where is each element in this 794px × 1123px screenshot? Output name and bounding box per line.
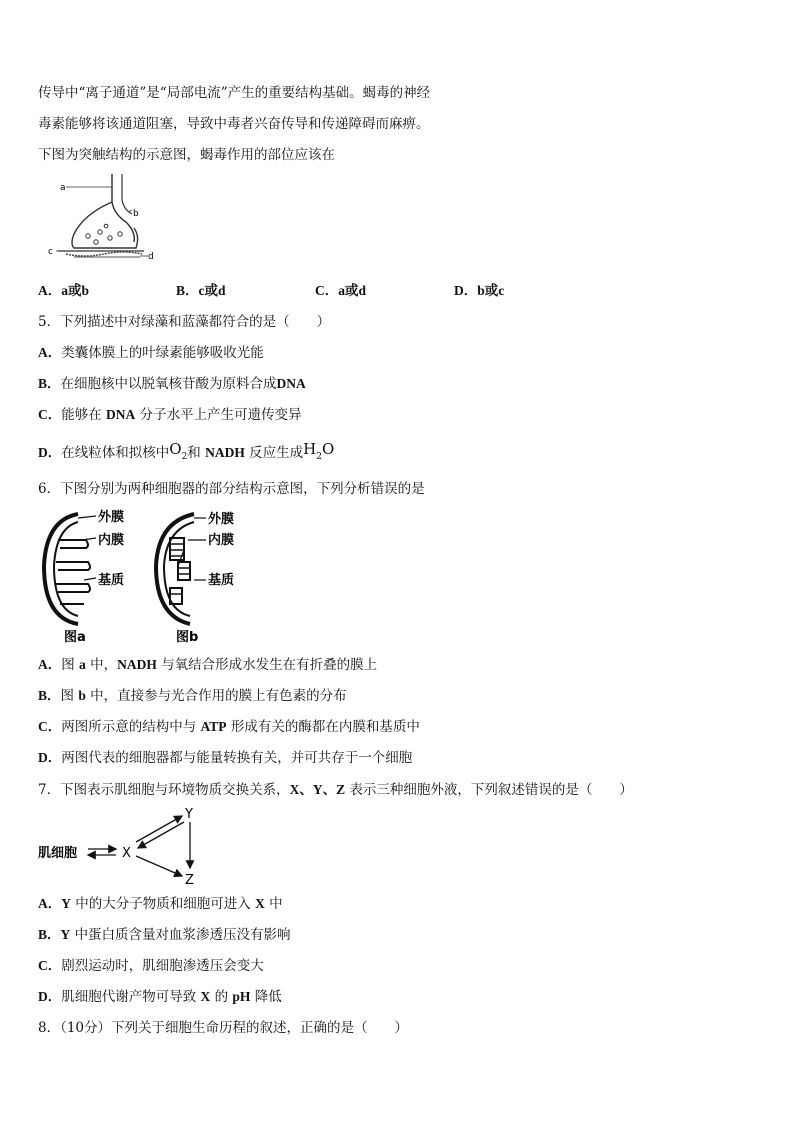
node-y: Y	[185, 807, 193, 822]
fig-a-caption: 图a	[64, 630, 86, 645]
q5-option-c[interactable]: C．能够在 DNA 分子水平上产生可遗传变异	[38, 407, 302, 423]
q4-text-line-3: 下图为突触结构的示意图，蝎毒作用的部位应该在	[38, 147, 335, 163]
body-fluid-diagram	[38, 806, 218, 886]
fig-b-inner-label: 内膜	[208, 533, 235, 548]
fig-a-outer-label: 外膜	[98, 510, 125, 525]
q7-option-c[interactable]: C．剧烈运动时，肌细胞渗透压会变大	[38, 958, 264, 974]
q4-option-b[interactable]: B．c或d	[176, 283, 226, 298]
synapse-figure	[44, 174, 156, 264]
q6-option-d[interactable]: D．两图代表的细胞器都与能量转换有关，并可共存于一个细胞	[38, 750, 413, 766]
o2-formula: $O_2$	[169, 440, 188, 462]
q8-stem: 8．（10分）下列关于细胞生命历程的叙述，正确的是（ ）	[38, 1020, 409, 1036]
fig-a-matrix-label: 基质	[98, 573, 125, 588]
q4-option-a[interactable]: A．a或b	[38, 283, 90, 298]
q7-option-b[interactable]: B．Y 中蛋白质含量对血浆渗透压没有影响	[38, 927, 291, 943]
q5-option-d[interactable]: D．在线粒体和拟核中$O_2$和 NADH 反应生成$H_2O$	[38, 440, 335, 462]
node-x: X	[122, 846, 131, 861]
fig-a-inner-label: 内膜	[98, 533, 125, 548]
fig-label-b: b	[133, 209, 139, 219]
q7-stem: 7．下图表示肌细胞与环境物质交换关系，X、Y、Z 表示三种细胞外液，下列叙述错误的是（ ）	[38, 782, 633, 798]
h2o-formula: $H_2O$	[303, 440, 335, 462]
q5-stem: 5．下列描述中对绿藻和蓝藻都符合的是（ ）	[38, 314, 331, 330]
mitochondrion-figure-a	[38, 506, 138, 646]
q7-option-d[interactable]: D．肌细胞代谢产物可导致 X 的 pH 降低	[38, 989, 282, 1005]
chloroplast-figure-b	[150, 506, 250, 646]
fig-label-a: a	[60, 183, 66, 193]
q6-option-b[interactable]: B．图 b 中，直接参与光合作用的膜上有色素的分布	[38, 688, 347, 704]
fig-b-outer-label: 外膜	[208, 512, 235, 527]
fig-label-d: d	[148, 252, 154, 262]
fig-label-c: c	[48, 247, 53, 257]
q7-option-a[interactable]: A．Y 中的大分子物质和细胞可进入 X 中	[38, 896, 283, 912]
node-z: Z	[185, 873, 194, 886]
q6-option-a[interactable]: A．图 a 中，NADH 与氧结合形成水发生在有折叠的膜上	[38, 657, 378, 673]
q4-option-c[interactable]: C．a或d	[315, 283, 367, 298]
q5-option-a[interactable]: A．类囊体膜上的叶绿素能够吸收光能	[38, 345, 264, 361]
q6-option-c[interactable]: C．两图所示意的结构中与 ATP 形成有关的酶都在内膜和基质中	[38, 719, 420, 735]
q4-text-line-2: 毒素能够将该通道阻塞，导致中毒者兴奋传导和传递障碍而麻痹。	[38, 116, 430, 132]
q4-text-line-1: 传导中“离子通道”是“局部电流”产生的重要结构基础。蝎毒的神经	[38, 85, 431, 101]
q5-option-b[interactable]: B．在细胞核中以脱氧核苷酸为原料合成DNA	[38, 376, 306, 392]
fig-b-matrix-label: 基质	[208, 573, 235, 588]
q6-stem: 6．下图分别为两种细胞器的部分结构示意图，下列分析错误的是	[38, 481, 425, 497]
q4-option-d[interactable]: D．b或c	[454, 283, 505, 298]
fig-b-caption: 图b	[176, 630, 199, 645]
muscle-cell-label: 肌细胞	[38, 846, 78, 861]
